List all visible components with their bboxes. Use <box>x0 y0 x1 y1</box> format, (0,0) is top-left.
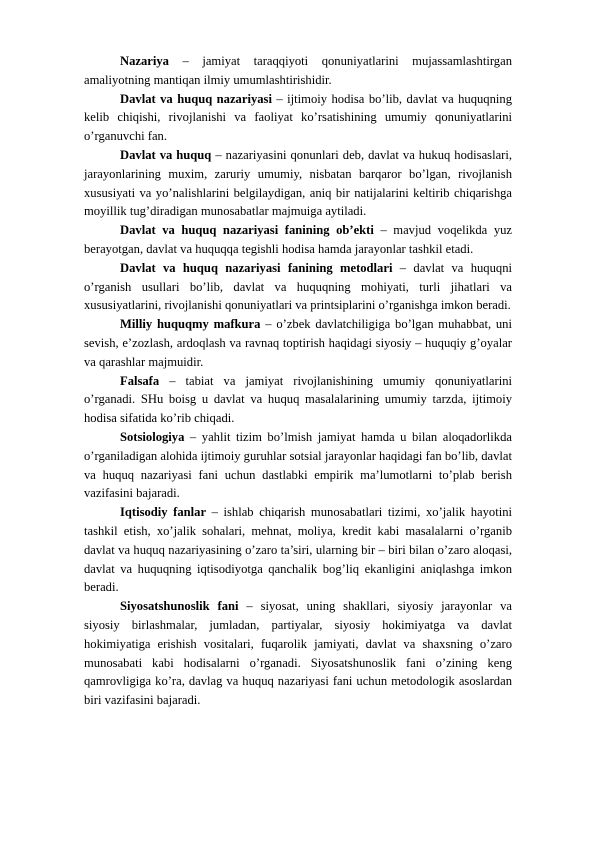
term-label: Davlat va huquq nazariyasi <box>120 91 272 106</box>
term-label: Sotsiologiya <box>120 429 185 444</box>
paragraph-milliy-mafkura <box>84 315 512 371</box>
paragraph-siyosatshunoslik <box>84 597 512 710</box>
paragraph-davlat-va-huquq-nazariyasi <box>84 90 512 146</box>
paragraph-nazariya <box>84 52 512 90</box>
paragraph-fan-metodlari <box>84 259 512 315</box>
paragraph-fan-obekti <box>84 221 512 259</box>
paragraph-iqtisodiy-fanlar <box>84 503 512 597</box>
definition-text: – ijtimoiy hodisa bo’lib, davlat va huquqning kelib chiqishi, rivojlanishi va faoliyat ko’rsatishining umumiy qonuniyatlarini o’rganuvchi fan. <box>84 91 512 144</box>
definition-text: – davlat va huquqni o’rganish usullari bo’lib, davlat va huquqning mohiyati, turli jihatlari va xususiyatlarini, rivojlanishi qonuniyatlari va printsiplarini o’rganishga imkon beradi. <box>84 260 512 313</box>
term-label: Davlat va huquq <box>120 147 212 162</box>
term-label: Davlat va huquq nazariyasi fanining ob’ekti <box>120 223 374 238</box>
term-label: Milliy huquqmy mafkura <box>120 317 261 332</box>
definition-text: – ishlab chiqarish munosabatlari tizimi, xo’jalik hayotini tashkil etish, xo’jalik sohalari, mehnat, moliya, kredit kabi masalalarni o’rganib davlat va huquq nazariyasining o’zaro ta’siri, ularning bir – biri bilan o’zaro aloqasi, davlat va huquqning iqtisodiyotga qanchalik bog’liq ekanligini aniqlashga imkon beradi. <box>84 505 512 595</box>
document-page <box>84 52 512 710</box>
term-label: Iqtisodiy fanlar <box>120 505 207 520</box>
paragraph-sotsiologiya <box>84 428 512 503</box>
paragraph-davlat-va-huquq <box>84 146 512 221</box>
term-label: Nazariya <box>120 54 169 68</box>
definition-text: – o’zbek davlatchiligiga bo’lgan muhabbat, uni sevish, e’zozlash, ardoqlash va ravnaq toptirish haqidagi siyosiy – huquqiy g’oyalar va qarashlar majmuidir. <box>84 317 512 369</box>
definition-text: – yahlit tizim bo’lmish jamiyat hamda u bilan aloqadorlikda o’rganiladigan alohida ijtimoiy guruhlar sotsial jarayonlar haqidagi fan bo’lib, davlat va huquq nazariyasi fani uchun dastlabki empirik ma’lumotlarni to’plab berish vazifasini bajaradi. <box>84 429 512 501</box>
term-label: Davlat va huquq nazariyasi fanining metodlari <box>120 260 393 275</box>
definition-text: – mavjud voqelikda yuz berayotgan, davlat va huquqqa tegishli hodisa hamda jarayonlar tashkil etadi. <box>84 223 512 256</box>
definition-text: – nazariyasini qonunlari deb, davlat va hukuq hodisaslari, jarayonlarining muxim, zaruriy umumiy, nisbatan barqaror bo’lgan, rivojlanish xususiyati va yo’nalishlarini belgilaydigan, aniq bir natijalarini keltirib chiqarishga moyillik tug’diradigan munosabatlar majmuiga aytiladi. <box>84 147 513 219</box>
definition-text: – siyosat, uning shakllari, siyosiy jarayonlar va siyosiy birlashmalar, jumladan, partiyalar, siyosiy hokimiyatga va davlat hokimiyatiga erishish vositalari, fuqarolik jamiyati, davlat va shaxsning o’zaro munosabati kabi hodisalarni o’rganadi. Siyosatshunoslik fani o’zining keng qamrovligiga ko’ra, davlag va huquq nazariyasi fani uchun metodologik asoslardan biri vazifasini bajaradi. <box>84 599 512 708</box>
term-label: Siyosatshunoslik fani <box>120 599 239 614</box>
paragraph-falsafa <box>84 372 512 428</box>
definition-text: – tabiat va jamiyat rivojlanishining umumiy qonuniyatlarini o’rganadi. SHu boisg u davlat va huquq masalalarining umumiy tarzda, ijtimoiy hodisa sifatida ko’rib chiqadi. <box>84 373 512 426</box>
definition-text: – jamiyat taraqqiyoti qonuniyatlarini mujassamlashtirgan amaliyotning mantiqan ilmiy umumlashtirishidir. <box>84 54 512 87</box>
term-label: Falsafa <box>120 373 160 388</box>
